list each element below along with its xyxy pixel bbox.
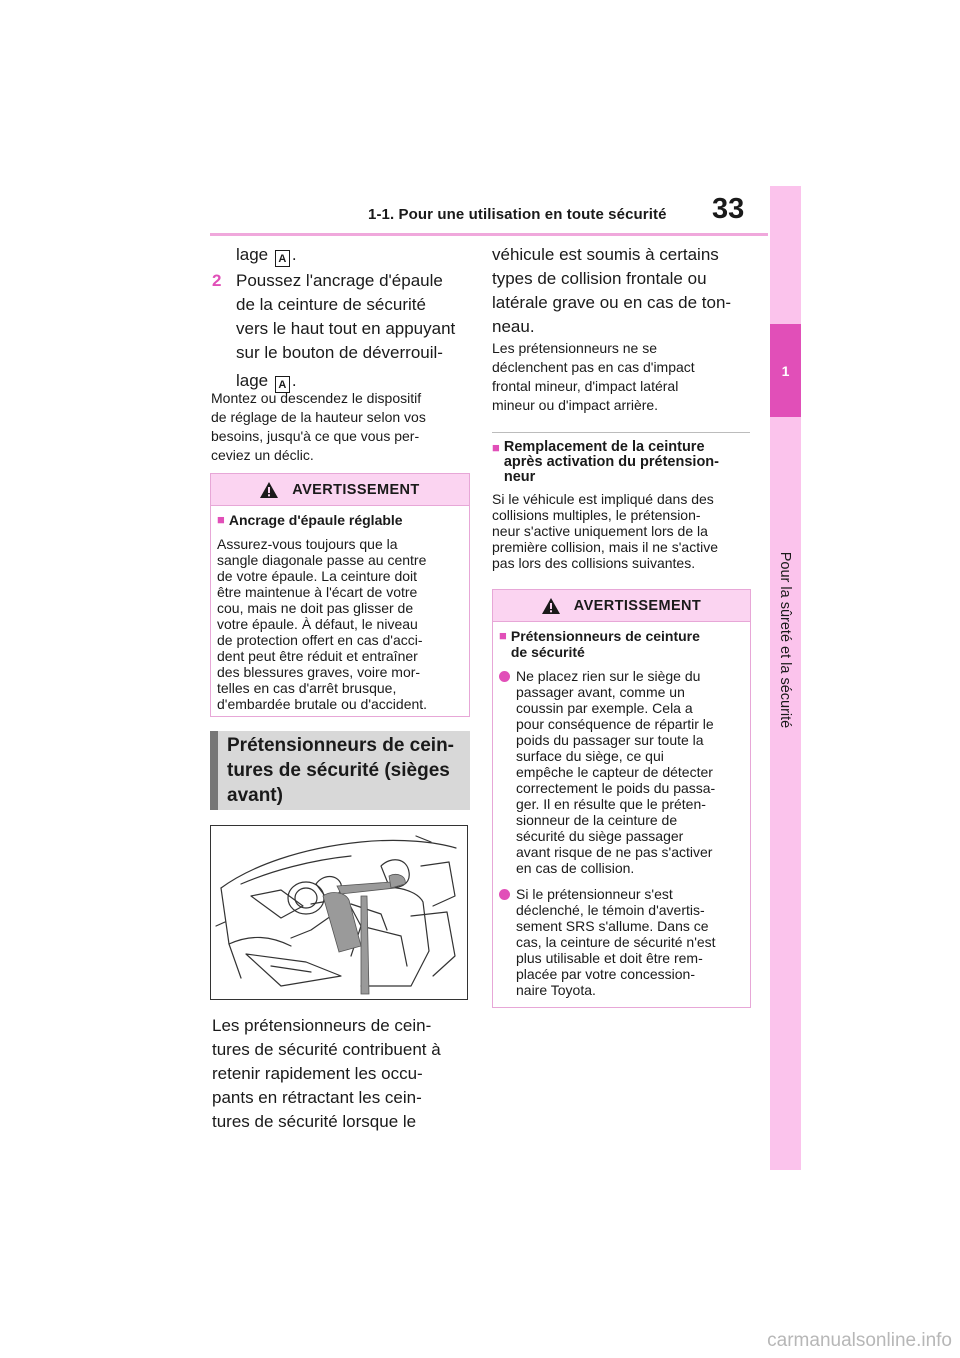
- watermark: carmanualsonline.info: [767, 1330, 952, 1351]
- label-a-icon: A: [275, 376, 290, 393]
- pretensioner-intro: Les prétensionneurs de cein- tures de sécurité contribuent à retenir rapidement les occu- pants en rétractant les cein- tures de sécurité lorsque le: [212, 1016, 441, 1131]
- section-heading: Prétensionneurs de cein- tures de sécurité (sièges avant): [210, 731, 470, 810]
- warning-triangle-icon: [542, 598, 560, 614]
- pretensioner-note: Les prétensionneurs ne se déclenchent pas en cas d'impact frontal mineur, d'impact latéral mineur ou d'impact arrière.: [492, 340, 695, 413]
- car-interior-illustration-icon: [211, 826, 467, 999]
- replacement-heading: ■ Remplacement de la ceinture après activation du prétension- neur: [492, 439, 719, 485]
- replacement-section: [492, 440, 754, 571]
- chapter-title: Pour la sûreté et la sécurité: [777, 551, 793, 729]
- warning-body: ■ Ancrage d'épaule réglable Assurez-vous toujours que la sangle diagonale passe au centre de votre épaule. La ceinture doit être maintenue à l'écart de votre cou, mais ne doit pas glisser de votre épaule. À défaut, le niveau de protection offert en cas d'acci- dent peut être réduit et entraîner des blessures graves, voire mor- telles en cas d'arrêt brusque, d'embardée brutale ou d'accident.: [217, 512, 428, 712]
- warning-box-pretensioners: [492, 589, 751, 1008]
- square-bullet-icon: ■: [217, 512, 225, 527]
- page-number: 33: [712, 193, 745, 225]
- warning-header: AVERTISSEMENT: [493, 590, 750, 622]
- label-a-icon: A: [275, 250, 290, 267]
- pretensioner-intro-cont: véhicule est soumis à certains types de collision frontale ou latérale grave ou en cas de ton- neau.: [492, 245, 732, 336]
- bullet-dot-icon: [499, 889, 510, 900]
- warning-box-shoulder-anchor: [210, 473, 470, 717]
- header-rule: [210, 233, 768, 236]
- step-2: [212, 269, 472, 393]
- warning-bullet: Si le prétensionneur s'est déclenché, le témoin d'avertis- sement SRS s'allume. Dans ce cas, la ceinture de sécurité n'est plus utilisable et doit être rem- placée par votre concession- naire Toyota.: [499, 886, 742, 998]
- header-title: 1-1. Pour une utilisation en toute sécurité: [368, 206, 667, 223]
- warning-bullet: Ne placez rien sur le siège du passager avant, comme un coussin par exemple. Cela a pour conséquence de répartir le poids du passager sur toute la surface du siège, ce qui empêche le capteur de détecter correctement le poids du passa- ger. Il en résulte que le préten- sionneur de la ceinture de sécurité du siège passager avant risque de ne pas s'activer en cas de collision.: [499, 668, 742, 876]
- warning-header: AVERTISSEMENT: [211, 474, 469, 506]
- step-1-tail: lage A .: [236, 245, 297, 265]
- seatbelt-pretensioner-illustration: [210, 825, 468, 1000]
- chapter-number: 1: [770, 324, 801, 417]
- square-bullet-icon: ■: [499, 628, 507, 643]
- divider: [492, 432, 750, 433]
- warning-body: [493, 622, 750, 998]
- step-2-note: Montez ou descendez le dispositif de réglage de la hauteur selon vos besoins, jusqu'à ce que vous per- ceviez un déclic.: [211, 390, 426, 463]
- square-bullet-icon: ■: [492, 440, 500, 455]
- step-2-text: Poussez l'ancrage d'épaule de la ceinture de sécurité vers le haut tout en appuyant sur le bouton de déverrouil- lage A .: [236, 271, 456, 391]
- replacement-body: Si le véhicule est impliqué dans des collisions multiples, le prétension- neur s'active uniquement lors de la première collision, mais il ne s'active pas lors des collisions suivantes.: [492, 491, 718, 571]
- warning-triangle-icon: [260, 482, 278, 498]
- step-2-number: 2: [212, 271, 222, 290]
- bullet-dot-icon: [499, 671, 510, 682]
- warning-subtitle: ■ Prétensionneurs de ceinture de sécurité: [499, 628, 700, 660]
